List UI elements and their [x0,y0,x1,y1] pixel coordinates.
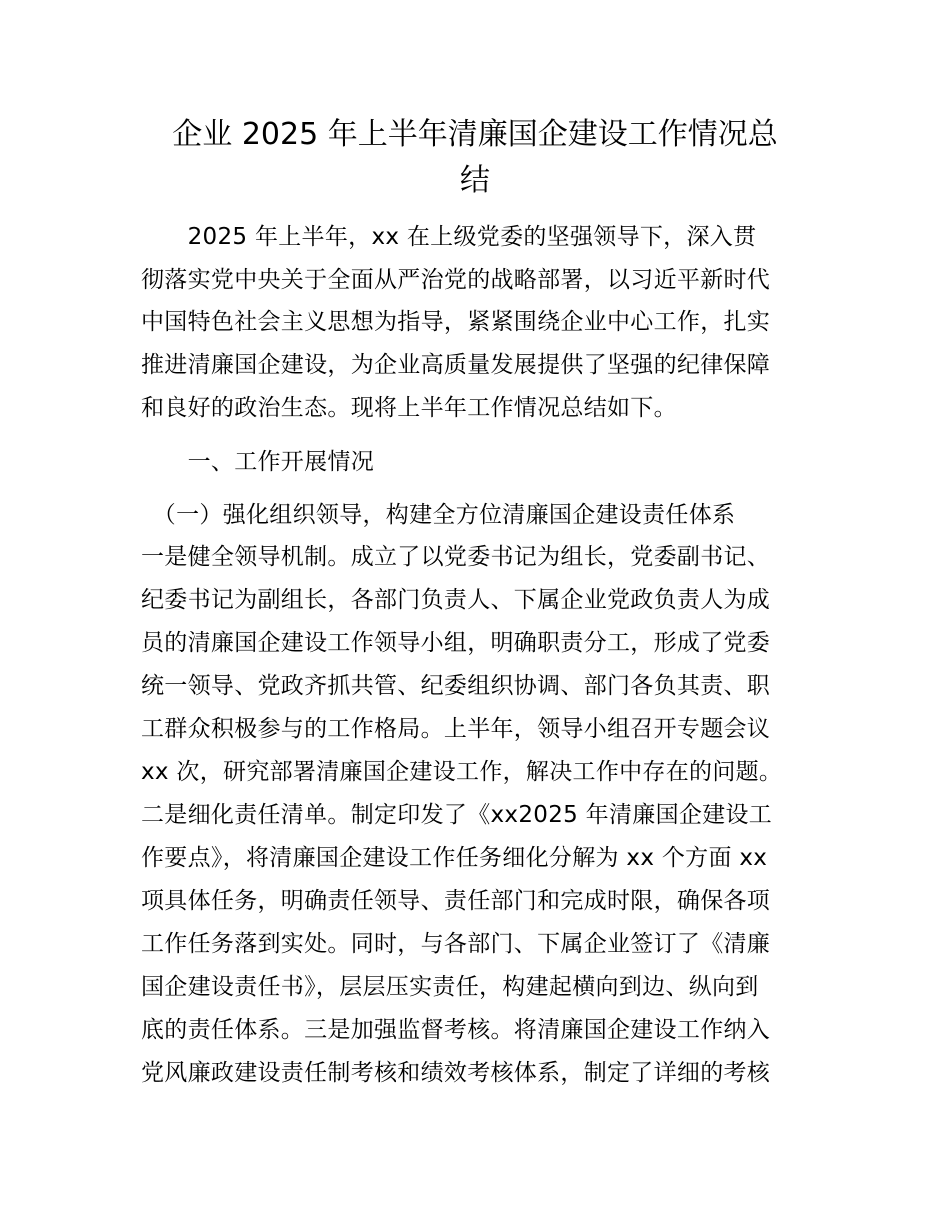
body-line: 国企建设责任书》，层层压实责任，构建起横向到边、纵向到 [141,974,759,1000]
document-title [110,112,840,204]
body-line: 作要点》，将清廉国企建设工作任务细化分解为 xx 个方面 xx [141,845,768,871]
body-line: 统一领导、党政齐抓共管、纪委组织协调、部门各负其责、职 [141,673,771,699]
title-line: 企业 2025 年上半年清廉国企建设工作情况总 [172,117,778,152]
body-line: 2025 年上半年，xx 在上级党委的坚强领导下，深入贯 [141,224,757,250]
body-line: 党风廉政建设责任制考核和绩效考核体系，制定了详细的考核 [141,1060,771,1086]
body-line: 底的责任体系。三是加强监督考核。将清廉国企建设工作纳入 [141,1017,771,1043]
body-line: 推进清廉国企建设，为企业高质量发展提供了坚强的纪律保障 [141,352,771,378]
body-line: 员的清廉国企建设工作领导小组，明确职责分工，形成了党委 [141,630,771,656]
section-heading: 一、工作开展情况 [141,449,374,475]
title-line: 结 [460,163,490,198]
body-line: 彻落实党中央关于全面从严治党的战略部署，以习近平新时代 [141,267,771,293]
body-line: 项具体任务，明确责任领导、责任部门和完成时限，确保各项 [141,888,771,914]
body-line: 工群众积极参与的工作格局。上半年，领导小组召开专题会议 [141,716,771,742]
body-line: 二是细化责任清单。制定印发了《xx2025 年清廉国企建设工 [141,802,773,828]
body-line: 中国特色社会主义思想为指导，紧紧围绕企业中心工作，扎实 [141,309,771,335]
body-line: 一是健全领导机制。成立了以党委书记为组长，党委副书记、 [141,544,771,570]
subsection-heading: （一）强化组织领导，构建全方位清廉国企建设责任体系 [141,502,736,528]
body-line: 工作任务落到实处。同时，与各部门、下属企业签订了《清廉 [141,931,771,957]
body-line: xx 次，研究部署清廉国企建设工作，解决工作中存在的问题。 [141,759,783,785]
body-line: 和良好的政治生态。现将上半年工作情况总结如下。 [141,395,677,421]
body-line: 纪委书记为副组长，各部门负责人、下属企业党政负责人为成 [141,587,771,613]
